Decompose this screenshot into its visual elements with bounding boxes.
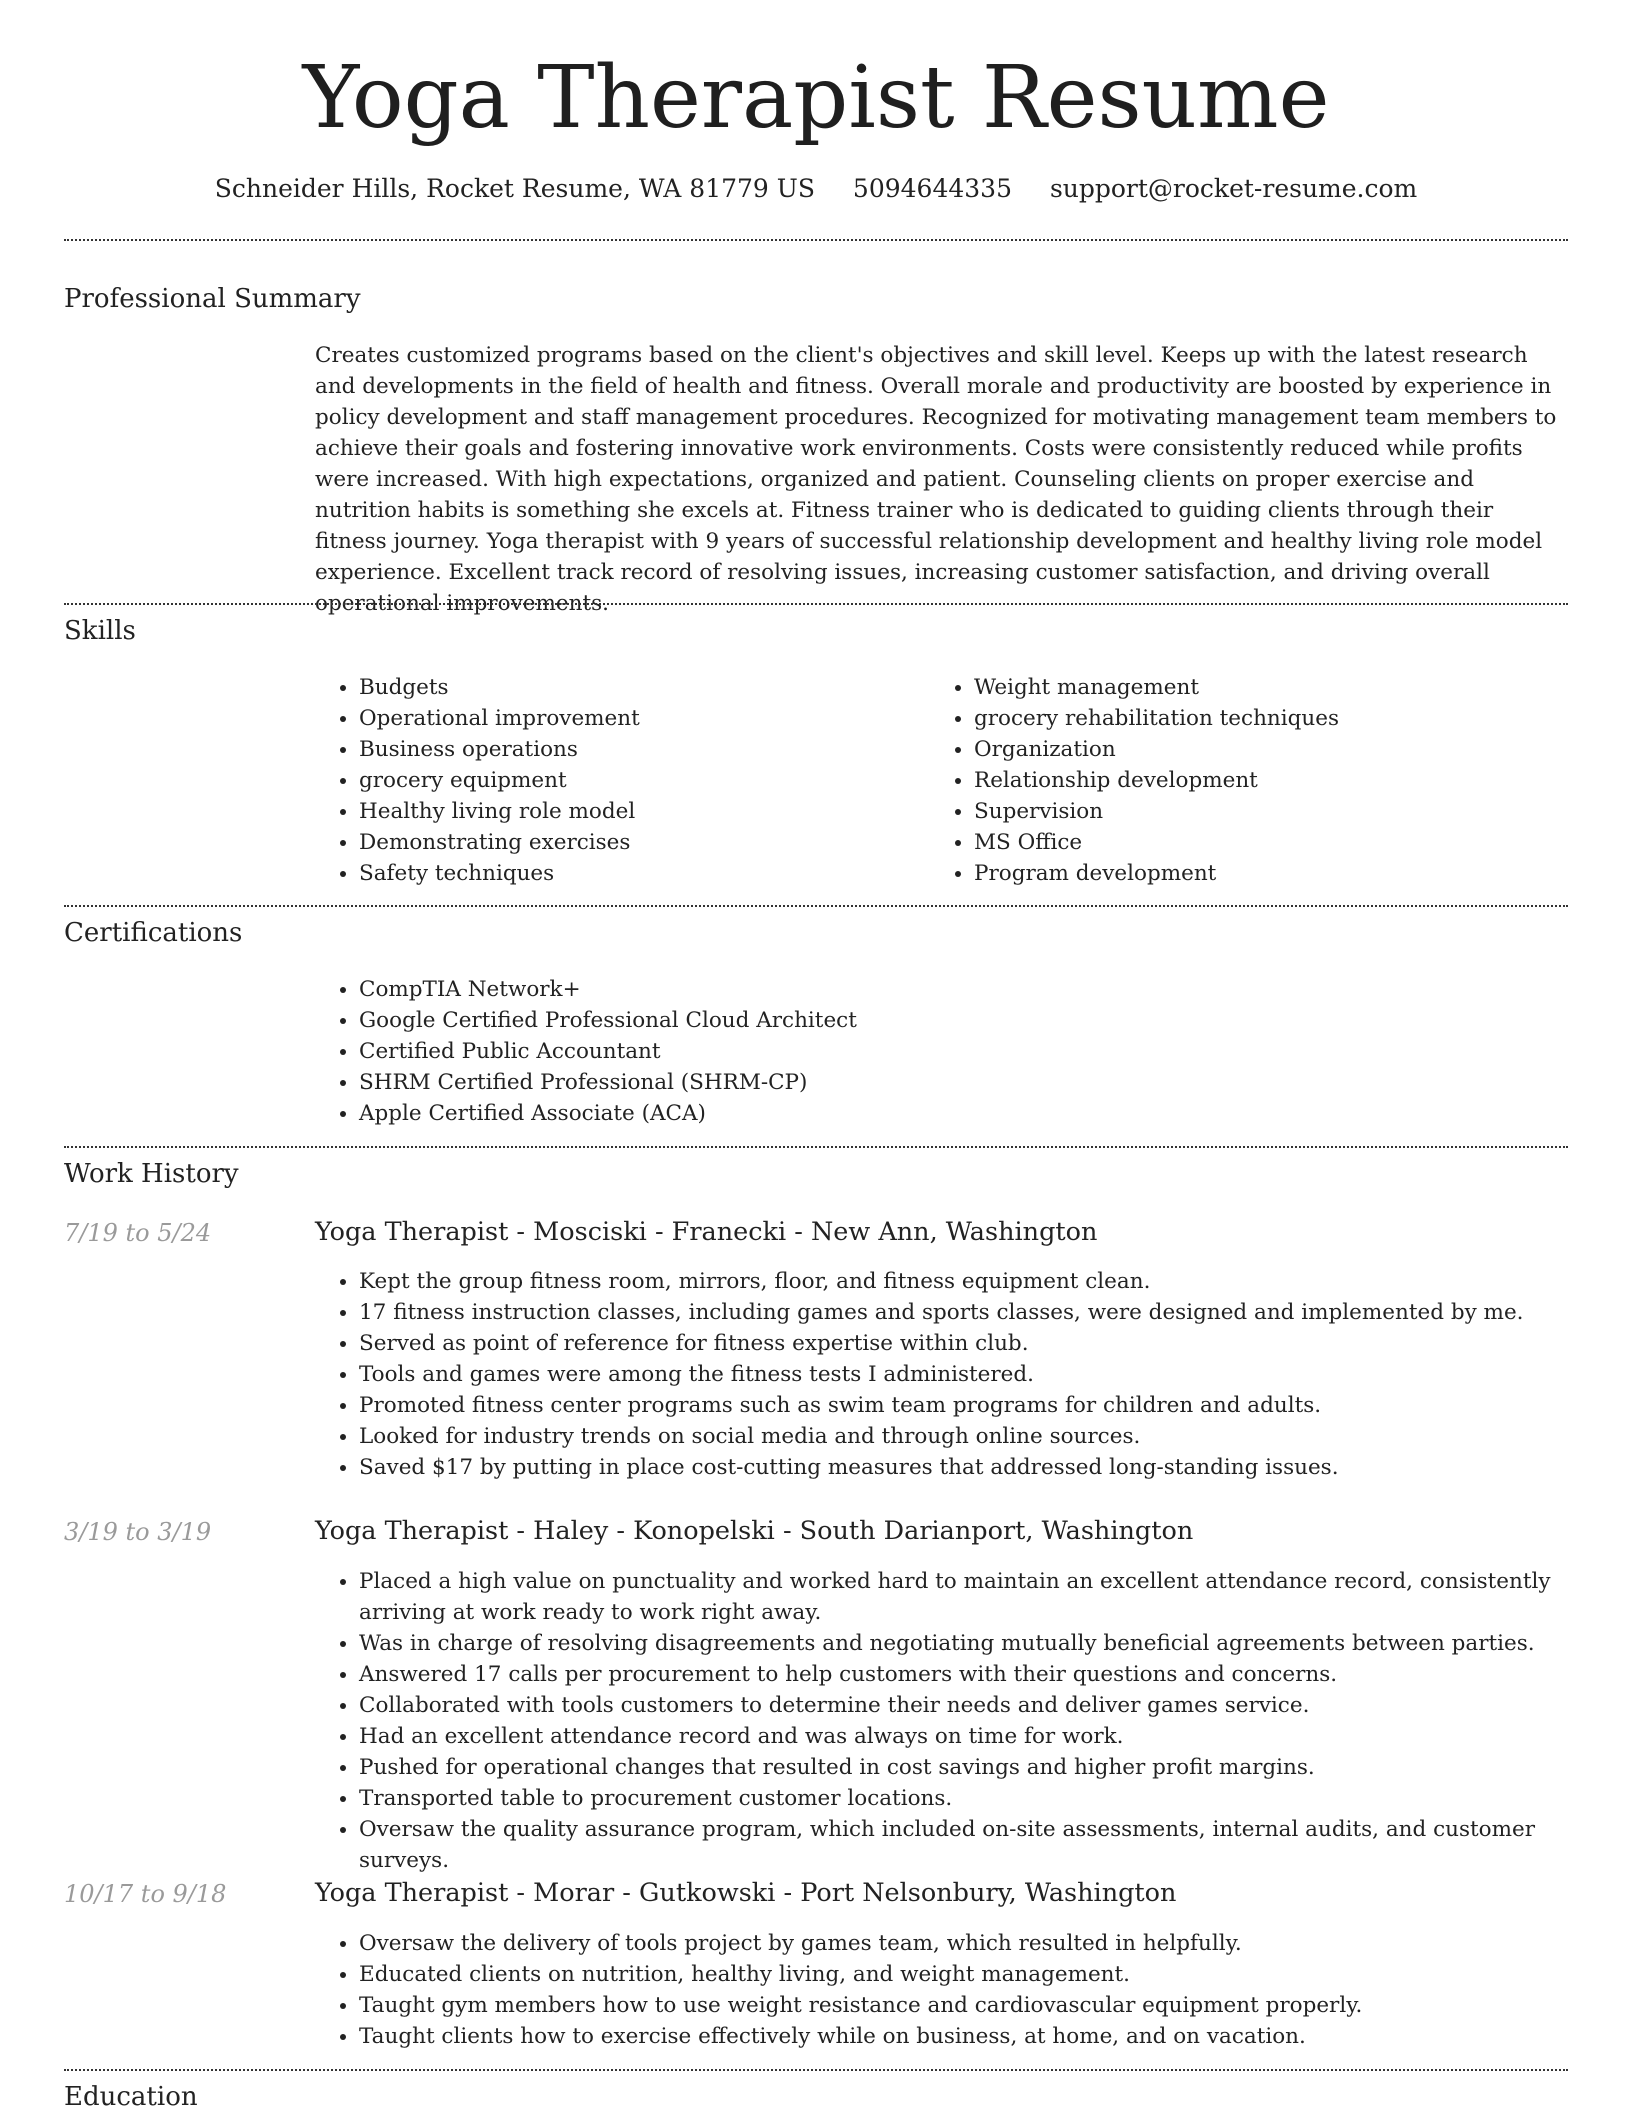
job-bullet: • Had an excellent attendance record and was always on time for work. <box>359 1721 1579 1752</box>
divider <box>64 239 1568 241</box>
skills-list-right <box>930 672 1574 889</box>
skill-item: • MS Office <box>974 827 1574 858</box>
resume-title: Yoga Therapist Resume <box>302 48 1330 148</box>
job-bullet: • Collaborated with tools customers to determine their needs and deliver games service. <box>359 1690 1579 1721</box>
skill-item: • Relationship development <box>974 765 1574 796</box>
job-bullet: • Taught gym members how to use weight resistance and cardiovascular equipment properly. <box>359 1990 1579 2021</box>
job-title: Yoga Therapist - Morar - Gutkowski - Port Nelsonbury, Washington <box>315 1878 1177 1908</box>
certification-item: • SHRM Certified Professional (SHRM-CP) <box>359 1067 1559 1098</box>
skill-item: • grocery equipment <box>359 765 919 796</box>
certification-item: • Certified Public Accountant <box>359 1036 1559 1067</box>
contact-email: support@rocket-resume.com <box>1049 174 1418 203</box>
job-bullet: • Oversaw the delivery of tools project by games team, which resulted in helpfully. <box>359 1928 1579 1959</box>
job-bullet: • Transported table to procurement customer locations. <box>359 1783 1579 1814</box>
certifications-list <box>315 974 1559 1129</box>
job-bullets <box>315 1928 1579 2052</box>
contact-address: Schneider Hills, Rocket Resume, WA 81779 US <box>214 174 815 203</box>
divider <box>64 1146 1568 1148</box>
skill-item: • Business operations <box>359 734 919 765</box>
job-bullet: • Taught clients how to exercise effectively while on business, at home, and on vacation. <box>359 2021 1579 2052</box>
certification-item: • CompTIA Network+ <box>359 974 1559 1005</box>
skill-item: • Operational improvement <box>359 703 919 734</box>
divider <box>64 603 1568 605</box>
skill-item: • Program development <box>974 858 1574 889</box>
job-title: Yoga Therapist - Haley - Konopelski - South Darianport, Washington <box>315 1516 1194 1546</box>
skill-item: • Organization <box>974 734 1574 765</box>
certification-item: • Google Certified Professional Cloud Architect <box>359 1005 1559 1036</box>
contact-line <box>0 172 1632 206</box>
job-bullet: • Served as point of reference for fitness expertise within club. <box>359 1328 1579 1359</box>
job-bullet: • Pushed for operational changes that resulted in cost savings and higher profit margins. <box>359 1752 1579 1783</box>
section-title-skills: Skills <box>64 616 136 646</box>
job-bullet: • Saved $17 by putting in place cost-cutting measures that addressed long-standing issues. <box>359 1452 1579 1483</box>
job-bullet: • Placed a high value on punctuality and worked hard to maintain an excellent attendance record, consistently arriving at work ready to work right away. <box>359 1566 1579 1628</box>
summary-text: Creates customized programs based on the client's objectives and skill level. Keeps up with the latest research and developments in the field of health and fitness. Overall morale and productivity are boosted by experience in policy development and staff management procedures. Recognized for motivating management team members to achieve their goals and fostering innovative work environments. Costs were consistently reduced while profits were increased. With high expectations, organized and patient. Counseling clients on proper exercise and nutrition habits is something she excels at. Fitness trainer who is dedicated to guiding clients through their fitness journey. Yoga therapist with 9 years of successful relationship development and healthy living role model experience. Excellent track record of resolving issues, increasing customer satisfaction, and driving overall operational improvements. <box>315 343 1557 616</box>
job-bullet: • Was in charge of resolving disagreements and negotiating mutually beneficial agreements between parties. <box>359 1628 1579 1659</box>
section-title-summary: Professional Summary <box>64 284 361 314</box>
job-dates: 3/19 to 3/19 <box>64 1518 212 1546</box>
job-bullet: • Oversaw the quality assurance program, which included on-site assessments, internal audits, and customer surveys. <box>359 1814 1579 1876</box>
skill-item: • Demonstrating exercises <box>359 827 919 858</box>
section-title-education: Education <box>64 2082 198 2112</box>
skill-item: • Weight management <box>974 672 1574 703</box>
divider <box>64 905 1568 907</box>
job-bullet: • Looked for industry trends on social media and through online sources. <box>359 1421 1579 1452</box>
skill-item: • Budgets <box>359 672 919 703</box>
section-title-certifications: Certifications <box>64 918 243 948</box>
job-bullet: • Educated clients on nutrition, healthy living, and weight management. <box>359 1959 1579 1990</box>
job-bullet: • Tools and games were among the fitness tests I administered. <box>359 1359 1579 1390</box>
job-bullets <box>315 1266 1579 1483</box>
job-bullets <box>315 1566 1579 1876</box>
divider <box>64 2069 1568 2071</box>
job-bullet: • 17 fitness instruction classes, including games and sports classes, were designed and implemented by me. <box>359 1297 1579 1328</box>
skill-item: • Supervision <box>974 796 1574 827</box>
job-title: Yoga Therapist - Mosciski - Franecki - New Ann, Washington <box>315 1217 1098 1247</box>
job-bullet: • Answered 17 calls per procurement to help customers with their questions and concerns. <box>359 1659 1579 1690</box>
job-bullet: • Promoted fitness center programs such as swim team programs for children and adults. <box>359 1390 1579 1421</box>
skill-item: • Healthy living role model <box>359 796 919 827</box>
certification-item: • Apple Certified Associate (ACA) <box>359 1098 1559 1129</box>
section-title-work-history: Work History <box>64 1159 239 1189</box>
contact-phone: 5094644335 <box>852 174 1012 203</box>
job-bullet: • Kept the group fitness room, mirrors, floor, and fitness equipment clean. <box>359 1266 1579 1297</box>
skill-item: • Safety techniques <box>359 858 919 889</box>
job-dates: 7/19 to 5/24 <box>64 1219 212 1247</box>
job-dates: 10/17 to 9/18 <box>64 1880 227 1908</box>
skills-list-left <box>315 672 919 889</box>
skill-item: • grocery rehabilitation techniques <box>974 703 1574 734</box>
